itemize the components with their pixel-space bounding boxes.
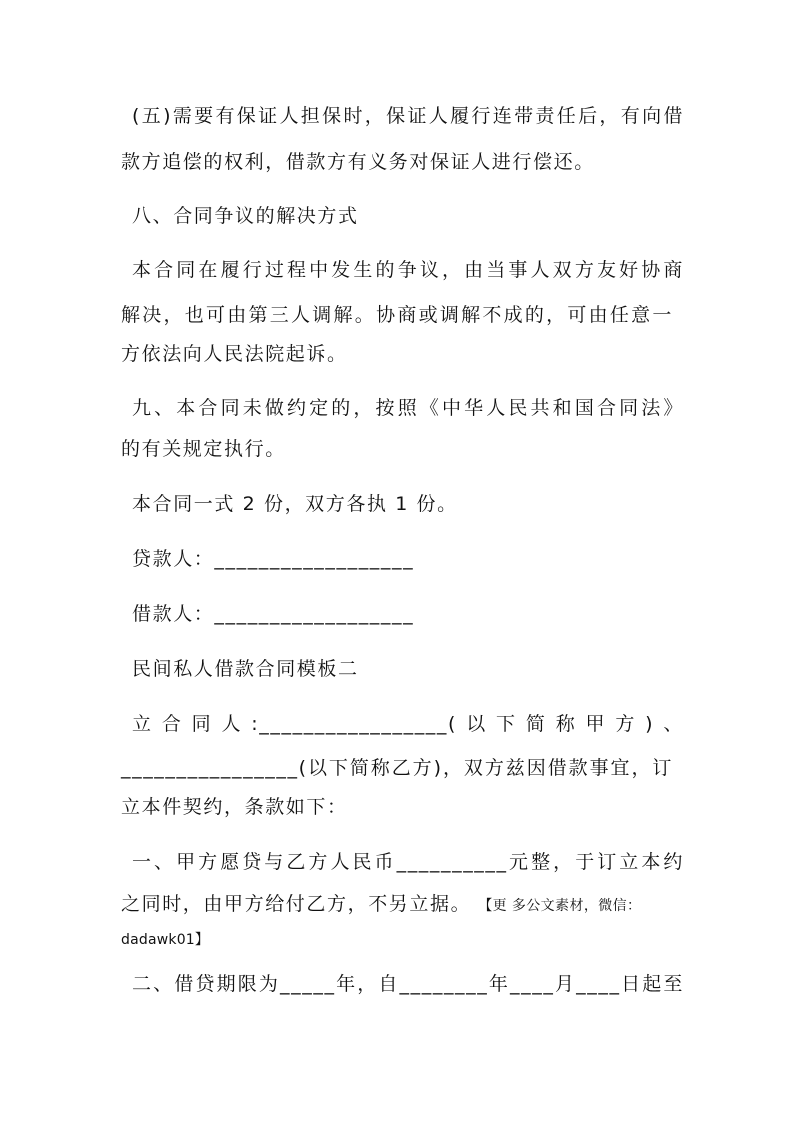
paragraph-line: 本合同在履行过程中发生的争议，由当事人双方友好协商 <box>132 259 684 281</box>
section-heading: 八、合同争议的解决方式 <box>132 205 359 227</box>
paragraph-line: 九、本合同未做约定的，按照《中华人民共和国合同法》 <box>132 397 684 419</box>
document-subtitle: 民间私人借款合同模板二 <box>132 658 359 680</box>
paragraph-line: 立本件契约，条款如下： <box>121 796 348 818</box>
promo-note: 【更 多公文素材，微信： <box>485 898 642 914</box>
signature-line-borrower: 借款人：__________________ <box>132 603 415 625</box>
paragraph-line: 方依法向人民法院起诉。 <box>121 343 348 365</box>
paragraph-line: 的有关规定执行。 <box>121 438 286 460</box>
paragraph-line: 立合同人:_________________(以下简称甲方)、 <box>132 713 684 735</box>
paragraph-line <box>121 891 673 919</box>
paragraph-line: 一、甲方愿贷与乙方人民币__________元整，于订立本约 <box>132 851 684 873</box>
paragraph-line: 解决，也可由第三人调解。协商或调解不成的，可由任意一 <box>121 304 673 326</box>
paragraph-line: (五)需要有保证人担保时，保证人履行连带责任后，有向借 <box>132 105 684 127</box>
paragraph-line: 二、借贷期限为_____年，自________年____月____日起至 <box>132 973 684 995</box>
paragraph-line: ________________(以下简称乙方)，双方兹因借款事宜，订 <box>121 757 673 779</box>
paragraph-text: 之同时，由甲方给付乙方，不另立据。 <box>121 893 472 915</box>
promo-note-continuation: dadawk01】 <box>121 932 210 948</box>
paragraph-line: 款方追偿的权利，借款方有义务对保证人进行偿还。 <box>121 151 595 173</box>
paragraph-line: 本合同一式 2 份，双方各执 1 份。 <box>132 493 458 515</box>
signature-line-lender: 贷款人：__________________ <box>132 548 415 570</box>
